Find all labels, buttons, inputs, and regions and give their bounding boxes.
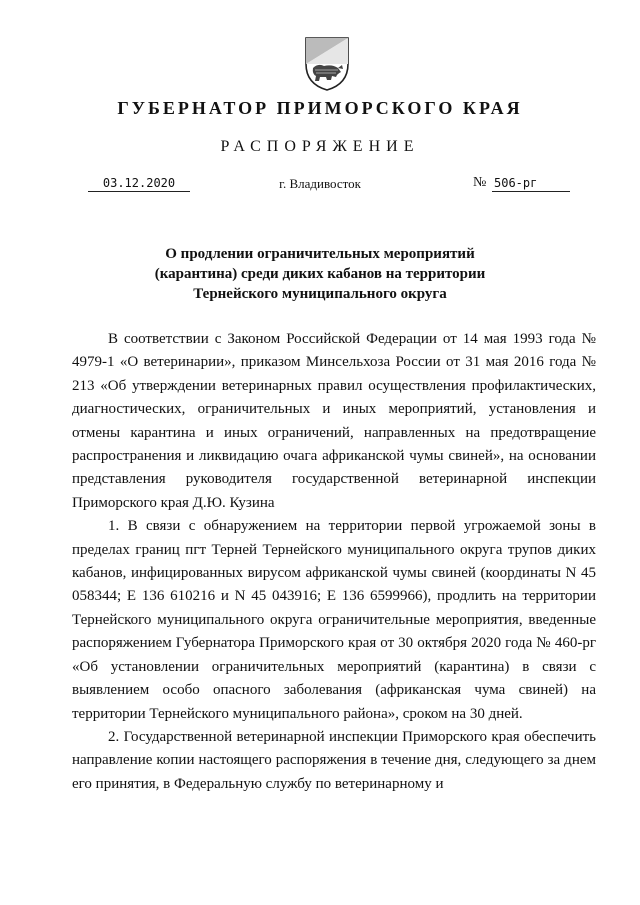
coat-of-arms-icon	[302, 30, 352, 92]
governor-title: ГУБЕРНАТОР ПРИМОРСКОГО КРАЯ	[117, 98, 523, 118]
number-label: №	[473, 175, 487, 190]
document-number: 506-рг	[492, 176, 570, 192]
item-1-paragraph: 1. В связи с обнаружением на территории первой угрожаемой зоны в пределах границ пгт Терней Тернейского муниципального округа трупов диких кабанов, инфицированных вирусом африканской чумы свиней (координаты N 45 058344; E 136 610216 и N 45 043916; E 136 6599966), продлить на территории Тернейского муниципального округа ограничительные мероприятия, введенные распоряжением Губернатора Приморского края от 30 октября 2020 года № 460-рг «Об установлении ограничительных мероприятий (карантина) в связи с выявлением особо опасного заболевания (африканская чума свиней) на территории Тернейского муниципального района», сроком на 30 дней.	[72, 518, 596, 722]
subject-line: О продлении ограничительных мероприятий	[165, 246, 475, 262]
subject-line: (карантина) среди диких кабанов на территории	[154, 266, 486, 282]
document-date: 03.12.2020	[88, 176, 190, 192]
subject-line: Тернейского муниципального округа	[193, 286, 447, 302]
document-body	[72, 328, 596, 796]
preamble-paragraph: В соответствии с Законом Российской Федерации от 14 мая 1993 года № 4979-1 «О ветеринарии», приказом Минсельхоза России от 31 мая 2016 года № 213 «Об утверждении ветеринарных правил осуществления профилактических, диагностических, ограничительных и иных мероприятий, установления и отмены карантина и иных ограничений, направленных на предотвращение распространения и ликвидацию очага африканской чумы свиней», на основании представления руководителя государственной ветеринарной инспекции Приморского края Д.Ю. Кузина	[72, 331, 596, 511]
document-city: г. Владивосток	[279, 176, 361, 191]
document-subject	[100, 244, 540, 304]
item-2-paragraph: 2. Государственной ветеринарной инспекции Приморского края обеспечить направление копии настоящего распоряжения в течение дня, следующего за днем его принятия, в Федеральную службу по ветеринарному и	[72, 728, 596, 792]
document-type: РАСПОРЯЖЕНИЕ	[220, 138, 420, 155]
